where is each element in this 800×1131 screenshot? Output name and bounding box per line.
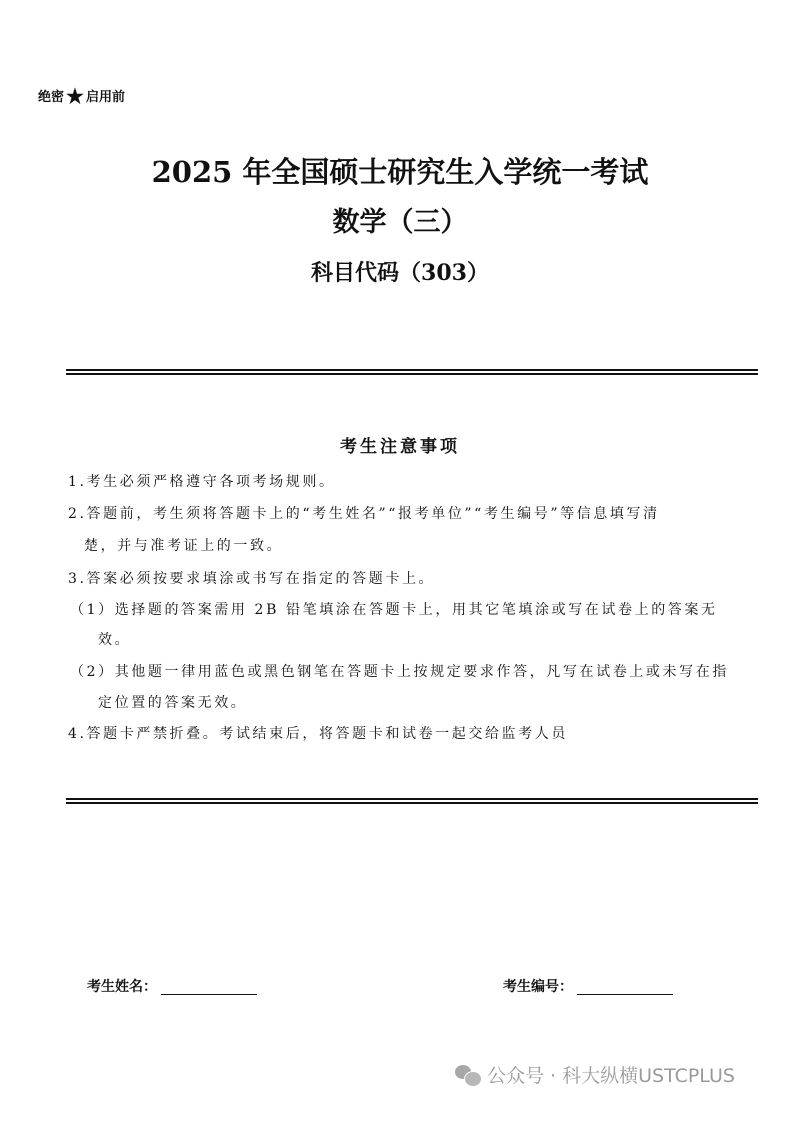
watermark <box>455 1061 735 1088</box>
divider-top <box>66 369 758 375</box>
candidate-number-field[interactable] <box>503 976 673 996</box>
notice-line: 3.答案必须按要求填涂或书写在指定的答题卡上。 <box>68 571 436 587</box>
subject-code: 科目代码（303） <box>311 260 489 286</box>
divider-bottom <box>66 798 758 804</box>
candidate-name-label: 考生姓名： <box>87 979 157 995</box>
notice-line: （1）选择题的答案需用 2B 铅笔填涂在答题卡上，用其它笔填涂或写在试卷上的答案无 <box>70 602 718 618</box>
confidential-mark <box>38 84 125 108</box>
notice-line: 1.考生必须严格遵守各项考场规则。 <box>68 474 336 490</box>
candidate-number-label: 考生编号： <box>503 979 573 995</box>
notice-line: 定位置的答案无效。 <box>98 695 248 711</box>
wechat-icon <box>455 1065 481 1085</box>
candidate-number-blank[interactable] <box>577 980 673 995</box>
before-use-label: 启用前 <box>85 90 125 105</box>
notice-heading: 考生注意事项 <box>340 437 460 457</box>
star-icon: ★ <box>66 84 84 108</box>
candidate-name-blank[interactable] <box>161 980 257 995</box>
notice-line: 4.答题卡严禁折叠。考试结束后，将答题卡和试卷一起交给监考人员 <box>68 726 568 742</box>
exam-title: 2025 年全国硕士研究生入学统一考试 <box>151 155 649 189</box>
subject-title: 数学（三） <box>332 207 468 238</box>
notice-line: 2.答题前，考生须将答题卡上的“考生姓名”“报考单位”“考生编号”等信息填写清 <box>68 506 660 522</box>
secret-label: 绝密 <box>38 90 65 105</box>
notice-line: 楚，并与准考证上的一致。 <box>84 538 284 554</box>
candidate-name-field[interactable] <box>87 976 257 996</box>
notice-line: （2）其他题一律用蓝色或黑色钢笔在答题卡上按规定要求作答，凡写在试卷上或未写在指 <box>70 664 729 680</box>
watermark-text: 公众号 · 科大纵横USTCPLUS <box>487 1065 735 1087</box>
notice-line: 效。 <box>98 632 132 648</box>
